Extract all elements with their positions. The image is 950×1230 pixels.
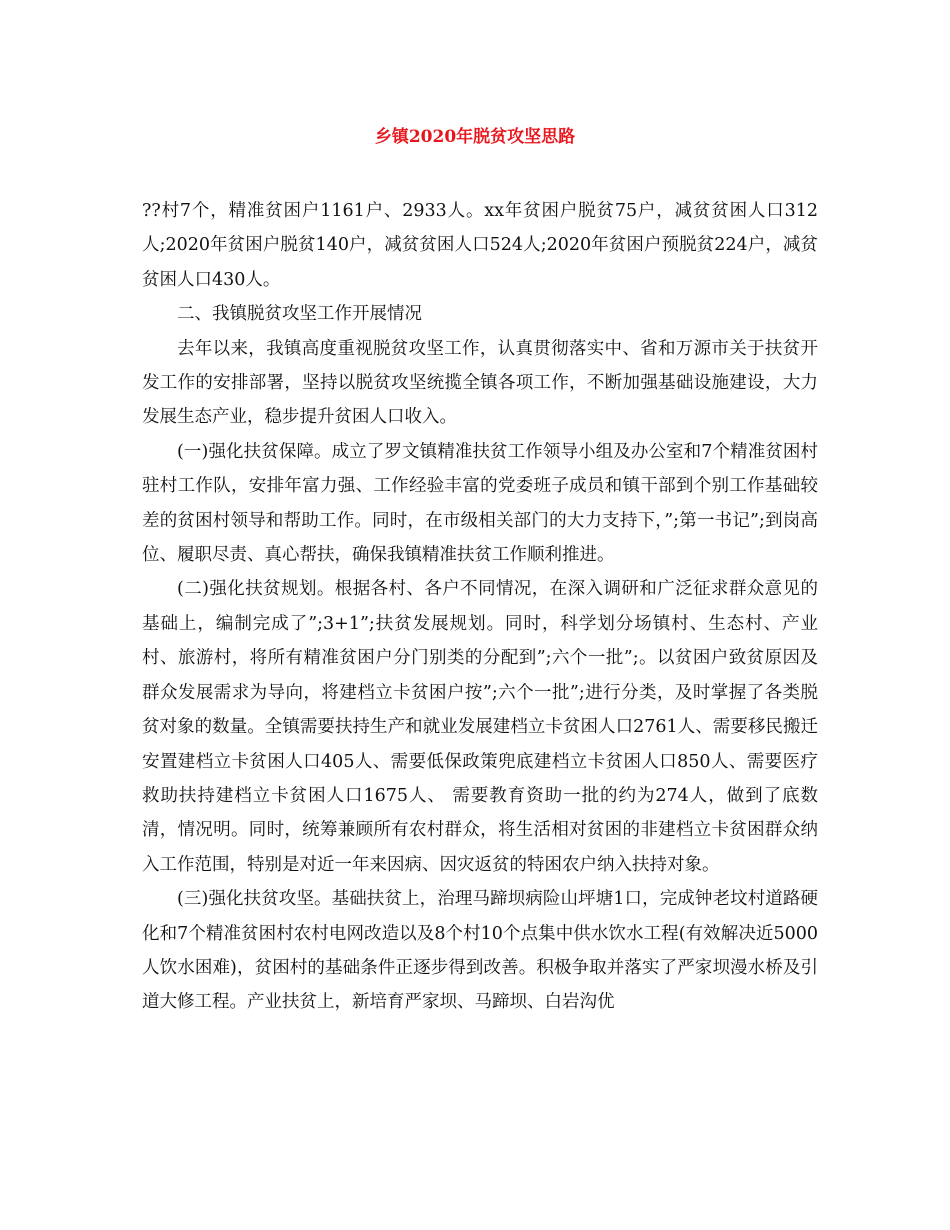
document-body <box>142 194 818 1020</box>
section-heading: 二、我镇脱贫攻坚工作开展情况 <box>177 304 422 325</box>
paragraph-overview: 去年以来，我镇高度重视脱贫攻坚工作，认真贯彻落实中、省和万源市关于扶贫开发工作的安排部署，坚持以脱贫攻坚统揽全镇各项工作，不断加强基础设施建设，大力发展生态产业，稳步提升贫困人口收入。 <box>142 338 818 428</box>
paragraph-planning: (二)强化扶贫规划。根据各村、各户不同情况，在深入调研和广泛征求群众意见的基础上，编制完成了”;3+1”;扶贫发展规划。同时，科学划分场镇村、生态村、产业村、旅游村，将所有精准贫困户分门别类的分配到”;六个一批”;。以贫困户致贫原因及群众发展需求为导向，将建档立卡贫困户按”;六个一批”;进行分类，及时掌握了各类脱贫对象的数量。全镇需要扶持生产和就业发展建档立卡贫困人口2761人、需要移民搬迁安置建档立卡贫困人口405人、需要低保政策兜底建档立卡贫困人口850人、需要医疗救助扶持建档立卡贫困人口1675人、 需要教育资助一批的约为274人，做到了底数清，情况明。同时，统筹兼顾所有农村群众，将生活相对贫困的非建档立卡贫困群众纳入工作范围，特别是对近一年来因病、因灾返贫的特困农户纳入扶持对象。 <box>142 579 818 875</box>
paragraph-poverty-stats: ??村7个，精准贫困户1161户、2933人。xx年贫困户脱贫75户，减贫贫困人口312人;2020年贫困户脱贫140户，减贫贫困人口524人;2020年贫困户预脱贫224户，减贫贫困人口430人。 <box>142 201 818 290</box>
paragraph-guarantee: (一)强化扶贫保障。成立了罗文镇精准扶贫工作领导小组及办公室和7个精准贫困村驻村工作队，安排年富力强、工作经验丰富的党委班子成员和镇干部到个别工作基础较差的贫困村领导和帮助工作。同时，在市级相关部门的大力支持下，”;第一书记”;到岗高位、履职尽责、真心帮扶，确保我镇精准扶贫工作顺利推进。 <box>142 441 818 566</box>
document-title: 乡镇2020年脱贫攻坚思路 <box>374 127 576 147</box>
paragraph-attack: (三)强化扶贫攻坚。基础扶贫上，治理马蹄坝病险山坪塘1口，完成钟老坟村道路硬化和7个精准贫困村农村电网改造以及8个村10个点集中供水饮水工程(有效解决近5000人饮水困难)，贫困村的基础条件正逐步得到改善。积极争取并落实了严家坝漫水桥及引道大修工程。产业扶贫上，新培育严家坝、马蹄坝、白岩沟优 <box>142 889 818 1013</box>
